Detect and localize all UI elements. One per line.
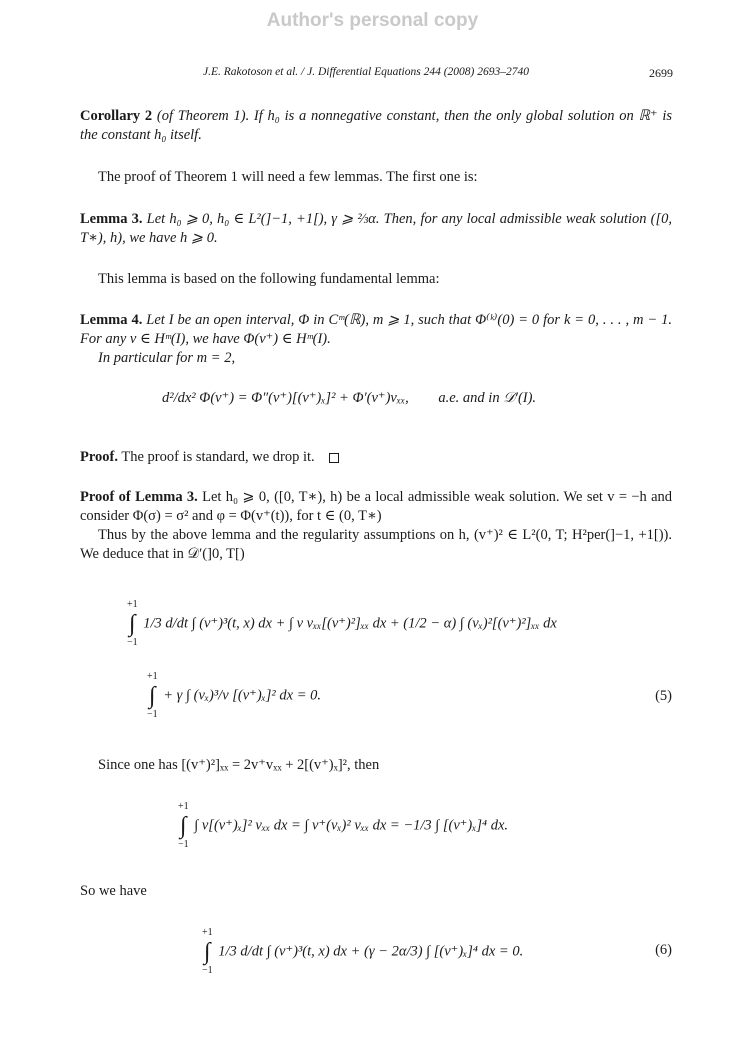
corollary-2	[80, 107, 672, 145]
lemma-4-equation	[80, 390, 672, 407]
equation-since	[80, 800, 672, 852]
integral-sign: +1 ∫ −1	[178, 801, 189, 850]
equation-6	[80, 926, 672, 978]
corollary-label: Corollary 2	[80, 108, 153, 124]
lemma-3-text: Let h₀ ⩾ 0, h₀ ∈ L²(]−1, +1[), γ ⩾ ⅔α. Then, for any local admissible weak solution ([0, T∗), h), we have h ⩾ 0.	[80, 211, 673, 246]
qed-symbol	[329, 453, 339, 463]
lemma-4-label: Lemma 4.	[80, 312, 143, 328]
equation-5-line2: + γ ∫ (vₓ)³/v [(v⁺)ₓ]² dx = 0.	[163, 687, 321, 704]
proof-lemma-4	[80, 448, 672, 467]
proof-lemma-3-label: Proof of Lemma 3.	[80, 489, 198, 505]
lemma-4-particular: In particular for m = 2,	[98, 350, 236, 366]
proof-label: Proof.	[80, 449, 118, 465]
integral-sign: +1 ∫ −1	[127, 599, 138, 648]
paragraph-lemma-based: This lemma is based on the following fundamental lemma:	[98, 271, 440, 287]
proof-lemma-3	[80, 488, 672, 564]
equation-5-line1: 1/3 d/dt ∫ (v⁺)³(t, x) dx + ∫ v vₓₓ[(v⁺)²]ₓₓ dx + (1/2 − α) ∫ (vₓ)²[(v⁺)²]ₓₓ dx	[143, 615, 557, 632]
equation-6-number: (6)	[655, 942, 672, 958]
lemma-4-note: a.e. and in 𝒟′(I).	[438, 390, 537, 406]
integral-sign: +1 ∫ −1	[202, 927, 213, 976]
proof-lemma-3-line2: Thus by the above lemma and the regularity assumptions on h, (v⁺)² ∈ L²(0, T; H²per(]−1, +1[)). We deduce that in 𝒟′(]0, T[)	[80, 527, 672, 562]
paragraph-since: Since one has [(v⁺)²]ₓₓ = 2v⁺vₓₓ + 2[(v⁺)ₓ]², then	[98, 757, 380, 773]
lemma-3-label: Lemma 3.	[80, 211, 143, 227]
proof-lemma-3-line1: Let h₀ ⩾ 0, ([0, T∗), h) be a local admissible weak solution. We set v = −h and consider Φ(σ) = σ² and φ = Φ(v⁺(t)), for t ∈ (0, T∗)	[80, 489, 673, 524]
paragraph-proof-intro: The proof of Theorem 1 will need a few lemmas. The first one is:	[98, 169, 478, 185]
lemma-4-formula: d²/dx² Φ(v⁺) = Φ″(v⁺)[(v⁺)ₓ]² + Φ′(v⁺)vₓₓ,	[162, 390, 409, 406]
watermark: Author's personal copy	[266, 10, 479, 31]
proof-text: The proof is standard, we drop it.	[121, 449, 315, 465]
equation-since-text: ∫ v[(v⁺)ₓ]² vₓₓ dx = ∫ v⁺(vₓ)² vₓₓ dx = −1/3 ∫ [(v⁺)ₓ]⁴ dx.	[194, 817, 509, 834]
corollary-text: (of Theorem 1). If h₀ is a nonnegative constant, then the only global solution on ℝ⁺ is the constant h₀ itself.	[80, 108, 673, 143]
lemma-4-text: Let I be an open interval, Φ in Cᵐ(ℝ), m ⩾ 1, such that Φ⁽ᵏ⁾(0) = 0 for k = 0, . . . , m − 1. For any v ∈ Hᵐ(I), we have Φ(v⁺) ∈ Hᵐ(I).	[80, 312, 673, 347]
integral-sign: +1 ∫ −1	[147, 671, 158, 720]
paragraph-so: So we have	[80, 883, 147, 899]
lemma-3	[80, 210, 672, 248]
lemma-4	[80, 311, 672, 368]
page-number: 2699	[649, 66, 673, 80]
equation-5	[80, 598, 672, 722]
equation-5-number: (5)	[655, 688, 672, 704]
running-head: J.E. Rakotoson et al. / J. Differential Equations 244 (2008) 2693–2740	[203, 66, 530, 78]
equation-6-text: 1/3 d/dt ∫ (v⁺)³(t, x) dx + (γ − 2α/3) ∫ [(v⁺)ₓ]⁴ dx = 0.	[218, 943, 524, 960]
